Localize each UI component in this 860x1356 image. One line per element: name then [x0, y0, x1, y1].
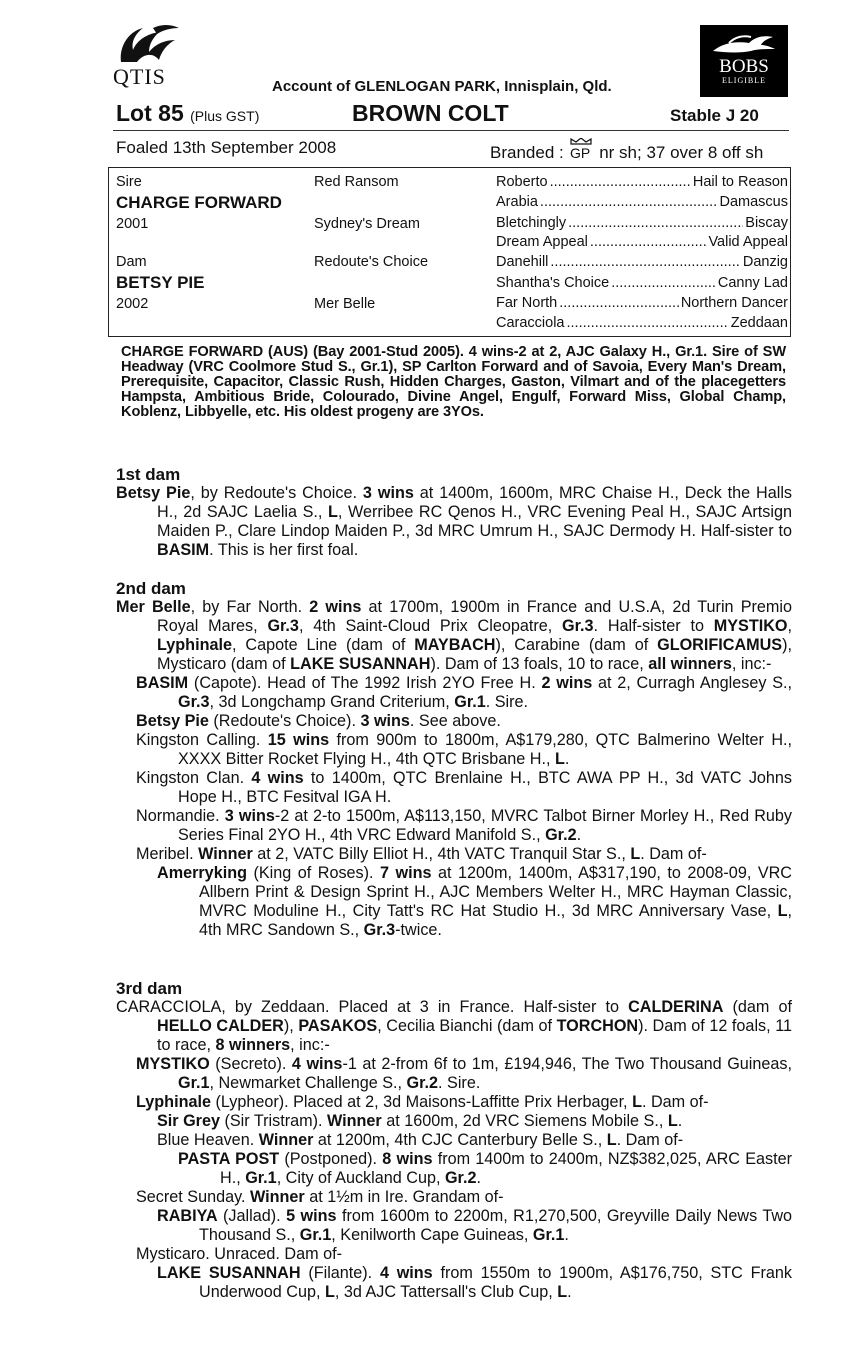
entry-bold-text: Betsy Pie [116, 484, 191, 502]
entry-text: at 1700m, 1900m in France and U.S.A, 2d Turin Premio Royal Mares, [157, 598, 792, 635]
entry-bold-text: L [630, 845, 641, 863]
entry-bold-text: Gr.1 [532, 1226, 565, 1244]
sire-dam: Sydney's Dream [314, 216, 420, 232]
entry-text: Secret Sunday. [136, 1188, 250, 1206]
third-dam-heading: 3rd dam [116, 979, 183, 998]
pedigree-entry [116, 1150, 792, 1188]
entry-bold-text: MAYBACH [414, 636, 496, 654]
entry-text: . [564, 750, 570, 768]
entry-text: , by Far North. [190, 598, 310, 616]
entry-text: (Filante). [300, 1264, 380, 1282]
entry-text: , 4th Saint-Cloud Prix Cleopatre, [298, 617, 563, 635]
entry-text: ). Dam of 13 foals, 10 to race, [430, 655, 649, 673]
entry-text: (Sir Tristram). [220, 1112, 328, 1130]
entry-text: (Secreto). [209, 1055, 292, 1073]
entry-text: -2 at 2-to 1500m, A$113,150, MVRC Talbot Birner Morley H., Red Ruby Series Final 2YO H., 4th VRC Edward Manifold S., [178, 807, 793, 844]
entry-bold-text: L [777, 902, 788, 920]
entry-bold-text: TORCHON [556, 1017, 639, 1035]
pedigree-entry [116, 1055, 792, 1093]
sire-label: Sire [116, 174, 142, 190]
branded-text: nr sh; 37 over 8 off sh [599, 143, 764, 162]
entry-text: at 1600m, 2d VRC Siemens Mobile S., [381, 1112, 668, 1130]
third-dam-entries [116, 998, 792, 1302]
entry-bold-text: L [667, 1112, 678, 1130]
second-dam-entries [116, 598, 792, 940]
entry-text: Mysticaro. Unraced. Dam of- [136, 1245, 342, 1263]
entry-text: ), Carabine (dam of [495, 636, 658, 654]
entry-bold-text: LAKE SUSANNAH [290, 655, 431, 673]
entry-text: (Jallad). [217, 1207, 287, 1225]
pedigree-entry [116, 845, 792, 864]
entry-bold-text: Lyphinale [136, 1093, 211, 1111]
dam-label: Dam [116, 254, 147, 270]
entry-text: . Dam of- [616, 1131, 684, 1149]
entry-text: (Redoute's Choice). [208, 712, 361, 730]
entry-bold-text: Gr.2 [444, 1169, 477, 1187]
entry-bold-text: GLORIFICAMUS [657, 636, 783, 654]
pedigree-entry [116, 1245, 792, 1264]
brand-mark-letters: GP [570, 145, 591, 160]
vendor-account: Account of GLENLOGAN PARK, Innisplain, Qld. [272, 78, 612, 95]
third-dam-section [116, 979, 792, 1302]
entry-text: Kingston Calling. [136, 731, 268, 749]
pedigree-entry [116, 1188, 792, 1207]
entry-bold-text: 4 wins [379, 1264, 433, 1282]
pedigree-entry [116, 864, 792, 940]
pedigree-table [108, 167, 791, 337]
pedigree-entry [116, 1207, 792, 1245]
pedigree-entry [116, 807, 792, 845]
entry-text: , 4th MRC Sandown S., [199, 902, 792, 939]
entry-text: , 3d AJC Tattersall's Club Cup, [334, 1283, 558, 1301]
brand-crown-icon [568, 138, 594, 160]
sire-summary: CHARGE FORWARD (AUS) (Bay 2001-Stud 2005). 4 wins-2 at 2, AJC Galaxy H., Gr.1. Sire of SW Headway (VRC Coolmore Stud S., Gr.1), SP Carlton Forward and of Savoia, Every Man's Dream, Prerequisite, Capacitor, Classic Rush, Hidden Charges, Gaston, Vilmart and of the placegetters Hampsta, Ambitious Bride, Colourado, Divine Angel, Engulf, Forward Miss, Global Champ, Koblenz, Libbyelle, etc. His oldest progeny are 3YOs. [121, 344, 786, 420]
entry-text: Normandie. [136, 807, 225, 825]
entry-bold-text: L [328, 503, 338, 521]
first-dam-section [116, 465, 792, 560]
entry-bold-text: RABIYA [157, 1207, 218, 1225]
sire-name: CHARGE FORWARD [116, 193, 282, 212]
entry-bold-text: 8 winners [215, 1036, 291, 1054]
entry-text: at 1200m, 1400m, A$317,190, to 2008-09, VRC Allbern Print & Design Sprint H., AJC Members Welter H., MRC Hayman Classic, MVRC Moduline H., City Tatt's RC Hat Studio H., 3d MRC Anniversary Vase, [199, 864, 792, 920]
entry-bold-text: Gr.3 [363, 921, 396, 939]
entry-bold-text: L [324, 1283, 335, 1301]
entry-bold-text: BASIM [136, 674, 189, 692]
entry-bold-text: PASTA POST [178, 1150, 280, 1168]
entry-bold-text: Gr.1 [299, 1226, 332, 1244]
entry-text: , Cecilia Bianchi (dam of [377, 1017, 557, 1035]
entry-bold-text: L [606, 1131, 617, 1149]
entry-text: . This is her first foal. [209, 541, 359, 559]
entry-text: -1 at 2-from 6f to 1m, £194,946, The Two Thousand Guineas, [342, 1055, 793, 1073]
entry-text: from 1400m to 2400m, NZ$382,025, ARC Easter H., [220, 1150, 792, 1187]
entry-bold-text: 4 wins [251, 769, 304, 787]
pedigree-entry [116, 1264, 792, 1302]
foaled-date: Foaled 13th September 2008 [116, 138, 337, 157]
qtis-logo-text: QTIS [113, 64, 166, 89]
entry-text: (Capote). Head of The 1992 Irish 2YO Free H. [188, 674, 542, 692]
entry-text: , City of Auckland Cup, [276, 1169, 445, 1187]
pedigree-entry [116, 731, 792, 769]
bobs-logo-title: BOBS [719, 56, 769, 77]
entry-text: . [476, 1169, 481, 1187]
entry-bold-text: L [554, 750, 565, 768]
entry-bold-text: 3 wins [362, 484, 414, 502]
entry-text: ), [283, 1017, 299, 1035]
entry-bold-text: Winner [327, 1112, 382, 1130]
entry-text: . [576, 826, 582, 844]
entry-bold-text: Sir Grey [157, 1112, 220, 1130]
entry-bold-text: Winner [198, 845, 253, 863]
entry-text: . Dam of- [640, 845, 707, 863]
entry-text: . Half-sister to [593, 617, 714, 635]
entry-text: from 1550m to 1900m, A$176,750, STC Frank Underwood Cup, [199, 1264, 792, 1301]
dam-name: BETSY PIE [116, 273, 205, 292]
lot-gst-note: (Plus GST) [190, 108, 260, 124]
pedigree-entry [116, 674, 792, 712]
entry-text: , by Redoute's Choice. [190, 484, 363, 502]
entry-bold-text: Gr.1 [245, 1169, 277, 1187]
entry-bold-text: Gr.1 [454, 693, 486, 711]
entry-bold-text: 8 wins [382, 1150, 433, 1168]
entry-bold-text: Gr.2 [545, 826, 577, 844]
entry-bold-text: Mer Belle [116, 598, 191, 616]
entry-text: Blue Heaven. [157, 1131, 259, 1149]
entry-bold-text: Gr.3 [178, 693, 210, 711]
ancestor-row: Caracciola ..... Zeddaan [496, 315, 788, 331]
entry-bold-text: Winner [249, 1188, 305, 1206]
entry-bold-text: CALDERINA [628, 998, 724, 1016]
entry-text: , [787, 617, 792, 635]
entry-bold-text: 7 wins [380, 864, 432, 882]
entry-text: (Postponed). [279, 1150, 383, 1168]
entry-text: . [567, 1283, 572, 1301]
entry-bold-text: Gr.1 [178, 1074, 210, 1092]
entry-bold-text: BASIM [157, 541, 210, 559]
entry-text: . [564, 1226, 569, 1244]
entry-text: , 3d Longchamp Grand Criterium, [209, 693, 455, 711]
bobs-logo-subtitle: ELIGIBLE [722, 76, 766, 85]
pedigree-entry [116, 998, 792, 1055]
pedigree-entry [116, 1131, 792, 1150]
second-dam-section [116, 579, 792, 940]
entry-text: at 1½m in Ire. Grandam of- [304, 1188, 504, 1206]
lot-number [116, 100, 259, 127]
entry-bold-text: L [632, 1093, 642, 1111]
entry-bold-text: Gr.3 [562, 617, 594, 635]
pedigree-entry [116, 712, 792, 731]
entry-text: , Werribee RC Qenos H., VRC Evening Peal H., SAJC Artsign Maiden P., Clare Lindop Maiden P., 3d MRC Umrum H., SAJC Dermody H. Half-sister to [157, 503, 792, 540]
lot-label: Lot 85 [116, 100, 184, 126]
entry-text: ). Dam of 12 foals, 11 to race, [157, 1017, 792, 1054]
entry-text: -twice. [395, 921, 442, 939]
entry-text: (dam of [723, 998, 792, 1016]
qtis-logo [113, 22, 183, 88]
bobs-eligible-logo [700, 25, 788, 97]
entry-text: at 1200m, 4th CJC Canterbury Belle S., [313, 1131, 607, 1149]
lot-title: BROWN COLT [352, 100, 509, 126]
entry-bold-text: PASAKOS [298, 1017, 378, 1035]
dam-year: 2002 [116, 296, 149, 312]
ancestor-row: Arabia ..... Damascus [496, 194, 788, 210]
entry-text: . [677, 1112, 683, 1130]
first-dam-entry [116, 484, 792, 560]
pedigree-entry [116, 1093, 792, 1112]
branded-label: Branded : [490, 143, 564, 162]
second-dam-heading: 2nd dam [116, 579, 186, 598]
entry-bold-text: 3 wins [224, 807, 275, 825]
entry-bold-text: HELLO CALDER [157, 1017, 284, 1035]
entry-text: . See above. [409, 712, 501, 730]
entry-text: at 1400m, 1600m, MRC Chaise H., Deck the Halls H., 2d SAJC Laelia S., [157, 484, 793, 521]
entry-text: , Kenilworth Cape Guineas, [331, 1226, 533, 1244]
entry-text: . Sire. [438, 1074, 481, 1092]
entry-bold-text: 2 wins [541, 674, 593, 692]
pedigree-entry [116, 1112, 792, 1131]
entry-text: at 2, VATC Billy Elliot H., 4th VATC Tranquil Star S., [252, 845, 631, 863]
ancestor-row: Danehill ..... Danzig [496, 254, 788, 270]
dam-dam: Mer Belle [314, 296, 376, 312]
entry-bold-text: Winner [258, 1131, 314, 1149]
entry-text: Kingston Clan. [136, 769, 252, 787]
ancestor-row: Roberto ..... Hail to Reason [496, 174, 788, 190]
entry-text: , inc:- [731, 655, 772, 673]
sire-sire: Red Ransom [314, 174, 399, 190]
entry-bold-text: 15 wins [267, 731, 330, 749]
entry-text: , Capote Line (dam of [231, 636, 415, 654]
entry-bold-text: 2 wins [309, 598, 362, 616]
entry-text: . Dam of- [641, 1093, 709, 1111]
entry-text: ), Mysticaro (dam of [157, 636, 792, 673]
stable-number: Stable J 20 [670, 106, 759, 125]
entry-text: , inc:- [290, 1036, 330, 1054]
pedigree-entry [116, 598, 792, 674]
entry-text: (Lypheor). Placed at 2, 3d Maisons-Laffitte Prix Herbager, [210, 1093, 633, 1111]
ancestor-row: Bletchingly ..... Biscay [496, 215, 788, 231]
entry-text: at 2, Curragh Anglesey S., [592, 674, 792, 692]
entry-bold-text: Lyphinale [157, 636, 232, 654]
entry-bold-text: Betsy Pie [136, 712, 209, 730]
bobs-horse-icon [709, 31, 779, 57]
entry-bold-text: MYSTIKO [136, 1055, 210, 1073]
entry-bold-text: 5 wins [286, 1207, 337, 1225]
qtis-horse-logo-icon [113, 22, 183, 66]
entry-text: CARACCIOLA, by Zeddaan. Placed at 3 in France. Half-sister to [116, 998, 629, 1016]
entry-text: from 1600m to 2200m, R1,270,500, Greyville Daily News Two Thousand S., [199, 1207, 793, 1244]
entry-bold-text: Gr.3 [267, 617, 299, 635]
entry-bold-text: Gr.2 [406, 1074, 439, 1092]
entry-text: , Newmarket Challenge S., [209, 1074, 407, 1092]
first-dam-heading: 1st dam [116, 465, 181, 484]
entry-text: (King of Roses). [246, 864, 381, 882]
entry-bold-text: L [557, 1283, 568, 1301]
entry-text: from 900m to 1800m, A$179,280, QTC Balmerino Welter H., XXXX Bitter Rocket Flying H., 4th QTC Brisbane H., [178, 731, 793, 768]
entry-bold-text: LAKE SUSANNAH [157, 1264, 301, 1282]
sire-year: 2001 [116, 216, 149, 232]
entry-bold-text: 3 wins [360, 712, 410, 730]
dam-sire: Redoute's Choice [314, 254, 429, 270]
entry-text: to 1400m, QTC Brenlaine H., BTC AWA PP H., 3d VATC Johns Hope H., BTC Fesitval IGA H. [178, 769, 793, 806]
pedigree-entry [116, 769, 792, 807]
entry-text: . Sire. [485, 693, 529, 711]
ancestor-row: Dream Appeal ..... Valid Appeal [496, 234, 788, 250]
entry-bold-text: Amerryking [157, 864, 247, 882]
entry-bold-text: 4 wins [291, 1055, 343, 1073]
brand-info [490, 138, 763, 165]
ancestor-row: Shantha's Choice ..... Canny Lad [496, 275, 788, 291]
brand-mark [568, 138, 594, 165]
entry-bold-text: all winners [648, 655, 732, 673]
entry-bold-text: MYSTIKO [713, 617, 788, 635]
ancestor-row: Far North ..... Northern Dancer [496, 295, 788, 311]
header-divider [113, 130, 789, 131]
entry-text: Meribel. [136, 845, 199, 863]
